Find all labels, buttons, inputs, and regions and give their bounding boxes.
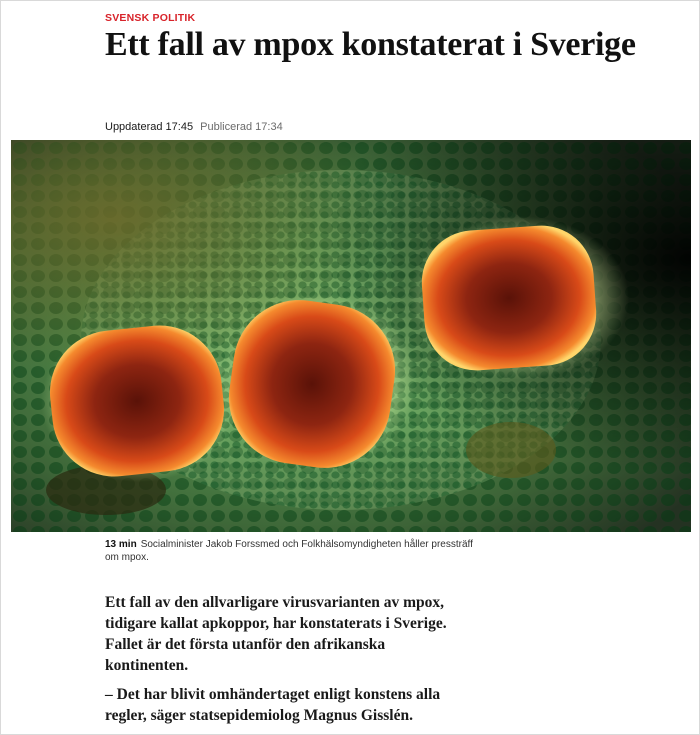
media-caption: [105, 538, 485, 564]
video-duration: 13 min: [105, 539, 137, 550]
article-headline: Ett fall av mpox konstaterat i Sverige: [105, 26, 636, 63]
caption-text: Socialminister Jakob Forssmed och Folkhälsomyndigheten håller pressträff om mpox.: [105, 539, 473, 563]
article-quote: – Det har blivit omhändertaget enligt konstens alla regler, säger statsepidemiolog Magnus Gisslén.: [105, 686, 441, 724]
article-lead: Ett fall av den allvarligare virusvarianten av mpox, tidigare kallat apkoppor, har konstaterats i Sverige. Fallet är det första utanför den afrikanska kontinenten.: [105, 594, 447, 674]
published-time: Publicerad 17:34: [200, 121, 283, 133]
article-timestamps: [105, 121, 283, 133]
updated-time: Uppdaterad 17:45: [105, 121, 194, 133]
hero-video-thumbnail[interactable]: [11, 140, 691, 532]
section-kicker[interactable]: SVENSK POLITIK: [105, 12, 196, 24]
